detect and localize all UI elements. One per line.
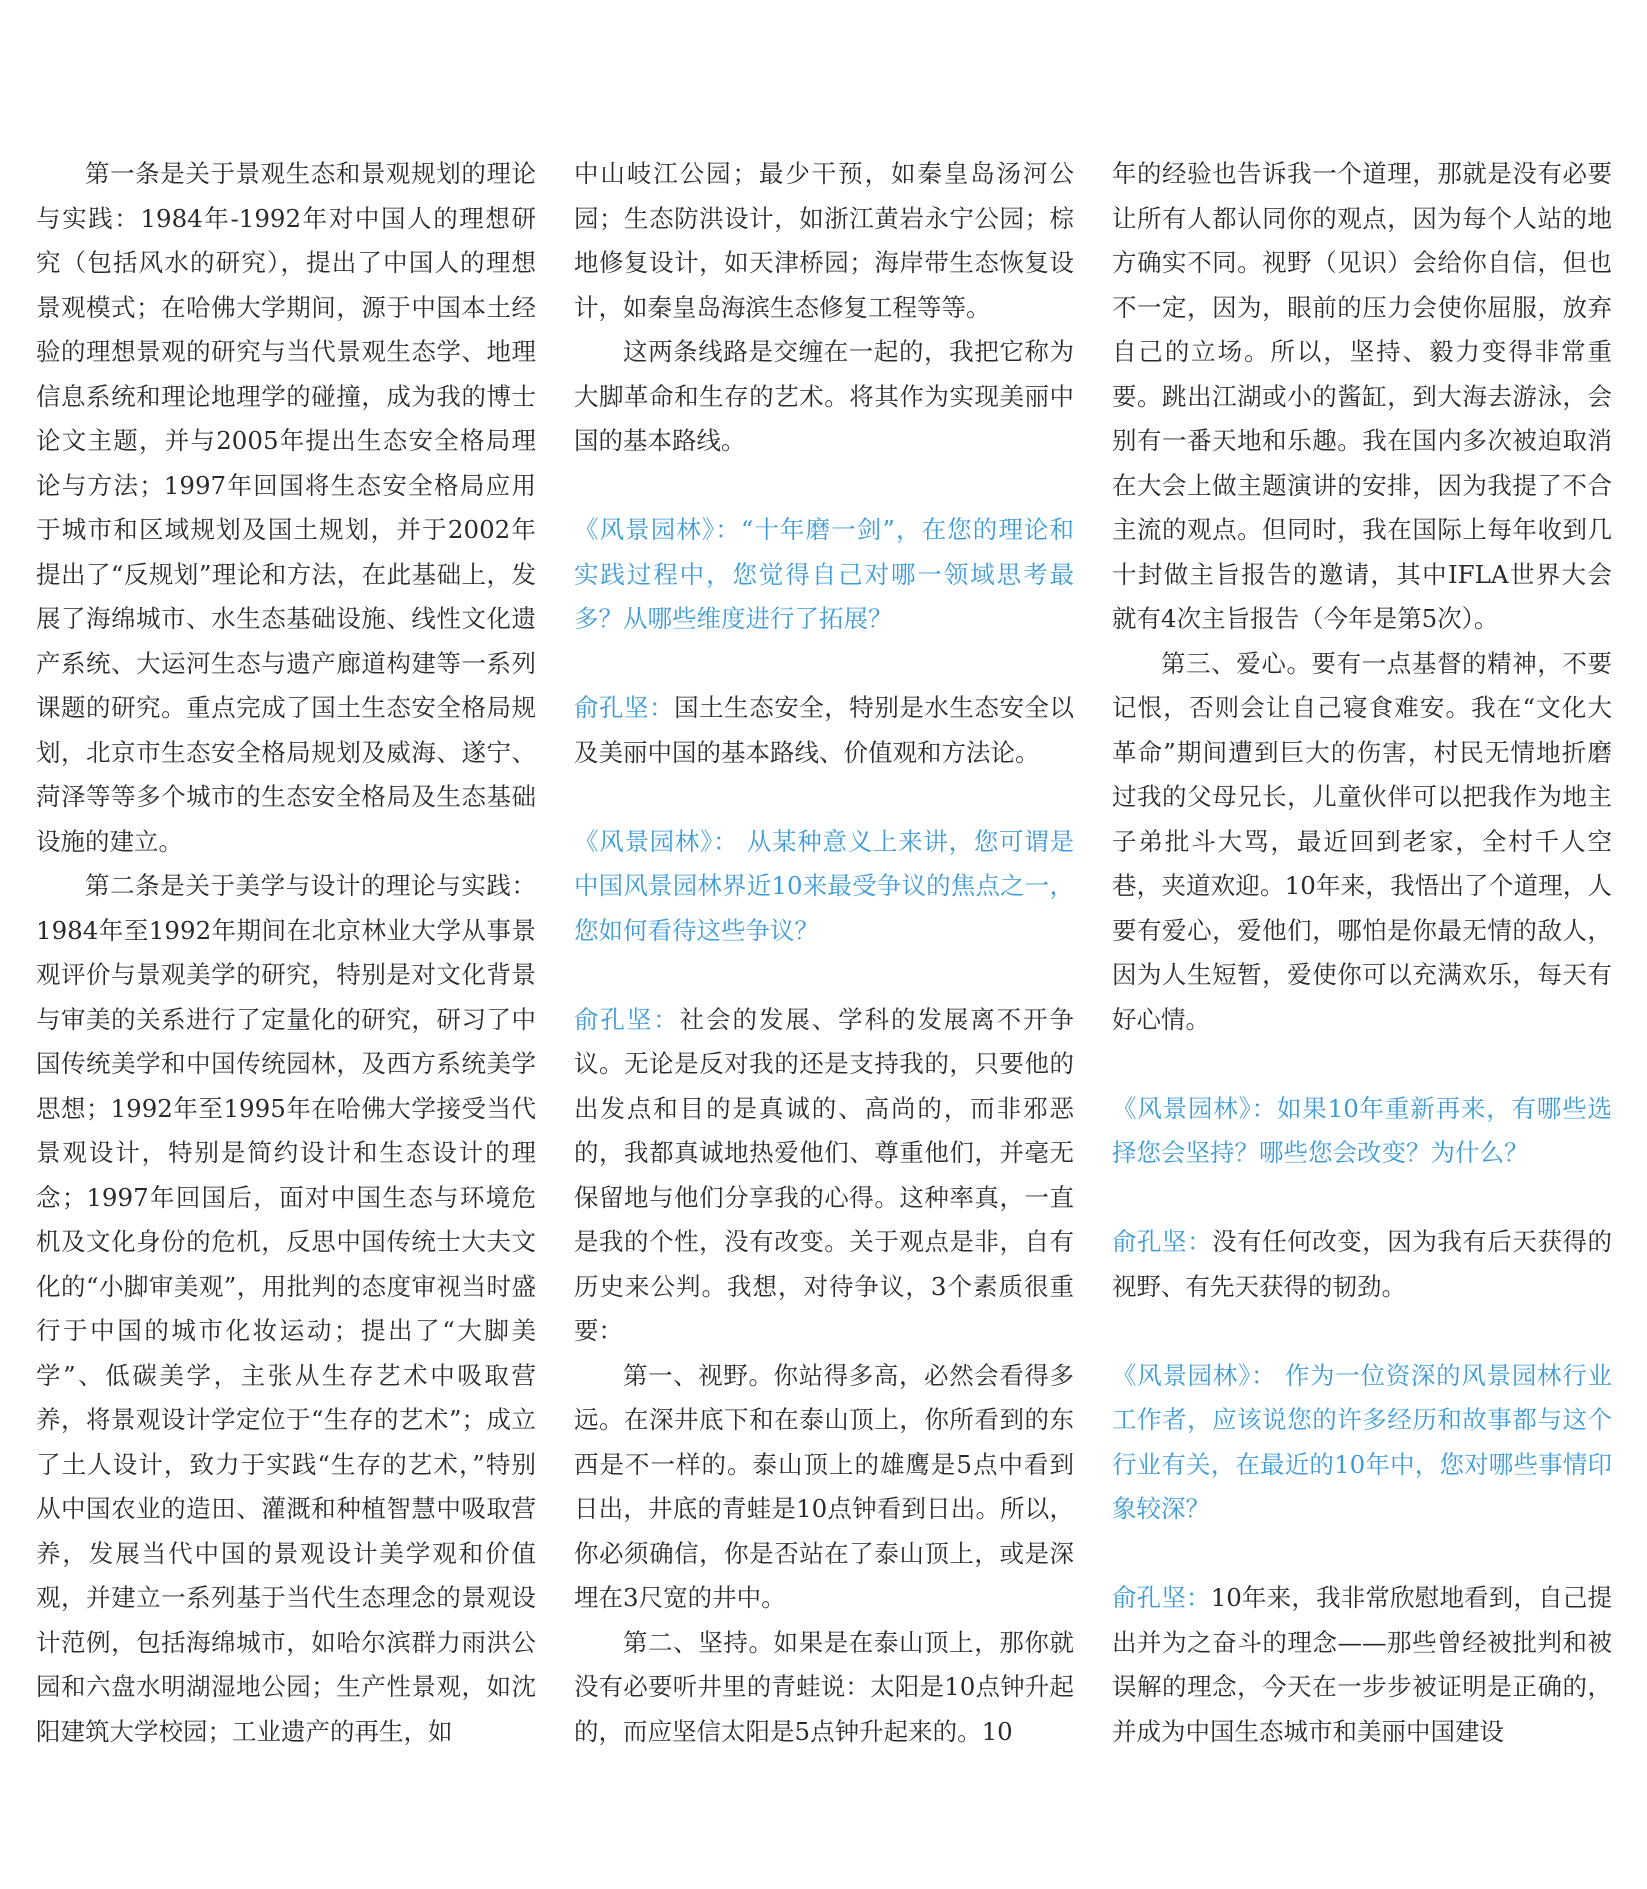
interview-answer-3 bbox=[1112, 1220, 1612, 1309]
paragraph-continued: 中山岐江公园；最少干预，如秦皇岛汤河公园；生态防洪设计，如浙江黄岩永宁公园；棕地修复设计，如天津桥园；海岸带生态恢复设计，如秦皇岛海滨生态修复工程等等。 bbox=[574, 159, 1074, 322]
paragraph-landscape-ecology: 第一条是关于景观生态和景观规划的理论与实践：1984年-1992年对中国人的理想研究（包括风水的研究），提出了中国人的理想景观模式；在哈佛大学期间，源于中国本土经验的理想景观的研究与当代景观生态学、地理信息系统和理论地理学的碰撞，成为我的博士论文主题，并与2005年提出生态安全格局理论与方法；1997年回国将生态安全格局应用于城市和区域规划及国土规划，并于2002年提出了“反规划”理论和方法，在此基础上，发展了海绵城市、水生态基础设施、线性文化遗产系统、大运河生态与遗产廊道构建等一系列课题的研究。重点完成了国土生态安全格局规划，北京市生态安全格局规划及威海、遂宁、菏泽等等多个城市的生态安全格局及生态基础设施的建立。 bbox=[36, 159, 536, 856]
interview-answer-2 bbox=[574, 998, 1074, 1354]
paragraph-continued: 年的经验也告诉我一个道理，那就是没有必要让所有人都认同你的观点，因为每个人站的地方确实不同。视野（见识）会给你自信，但也不一定，因为，眼前的压力会使你屈服，放弃自己的立场。所以，坚持、毅力变得非常重要。跳出江湖或小的酱缸，到大海去游泳，会别有一番天地和乐趣。我在国内多次被迫取消在大会上做主题演讲的安排，因为我提了不合主流的观点。但同时，我在国际上每年收到几十封做主旨报告的邀请，其中IFLA世界大会就有4次主旨报告（今年是第5次）。 bbox=[1112, 159, 1612, 633]
speaker-label: 俞孔坚： bbox=[574, 693, 675, 722]
answer-text: 10年来，我非常欣慰地看到，自己提出并为之奋斗的理念——那些曾经被批判和被误解的理念，今天在一步步被证明是正确的，并成为中国生态城市和美丽中国建设 bbox=[1112, 1583, 1612, 1746]
speaker-label: 俞孔坚： bbox=[1112, 1583, 1211, 1612]
interview-question-2: 《风景园林》： 从某种意义上来讲，您可谓是中国风景园林界近10来最受争议的焦点之一，您如何看待这些争议？ bbox=[574, 826, 1074, 945]
interview-answer-4 bbox=[1112, 1576, 1612, 1754]
paragraph-two-routes: 这两条线路是交缠在一起的，我把它称为大脚革命和生存的艺术。将其作为实现美丽中国的基本路线。 bbox=[574, 337, 1074, 455]
text-column-2 bbox=[574, 152, 1074, 1754]
paragraph-vision: 第一、视野。你站得多高，必然会看得多远。在深井底下和在泰山顶上，你所看到的东西是不一样的。泰山顶上的雄鹰是5点中看到日出，井底的青蛙是10点钟看到日出。所以，你必须确信，你是否站在了泰山顶上，或是深埋在3尺宽的井中。 bbox=[574, 1360, 1074, 1612]
paragraph-persistence: 第二、坚持。如果是在泰山顶上，那你就没有必要听井里的青蛙说：太阳是10点钟升起的，而应坚信太阳是5点钟升起来的。10 bbox=[574, 1627, 1074, 1746]
speaker-label: 俞孔坚： bbox=[1112, 1227, 1213, 1256]
answer-text: 没有任何改变，因为我有后天获得的视野、有先天获得的韧劲。 bbox=[1112, 1227, 1613, 1301]
text-column-3 bbox=[1112, 152, 1612, 1754]
interview-question-1: 《风景园林》：“十年磨一剑”，在您的理论和实践过程中，您觉得自己对哪一领域思考最多？从哪些维度进行了拓展？ bbox=[574, 515, 1074, 633]
text-column-1 bbox=[36, 152, 536, 1754]
interview-question-4: 《风景园林》： 作为一位资深的风景园林行业工作者，应该说您的许多经历和故事都与这个行业有关，在最近的10年中，您对哪些事情印象较深？ bbox=[1112, 1360, 1612, 1523]
paragraph-love: 第三、爱心。要有一点基督的精神，不要记恨，否则会让自己寝食难安。我在“文化大革命”期间遭到巨大的伤害，村民无情地折磨过我的父母兄长，儿童伙伴可以把我作为地主子弟批斗大骂，最近回到老家，全村千人空巷，夹道欢迎。10年来，我悟出了个道理，人要有爱心，爱他们，哪怕是你最无情的敌人，因为人生短暂，爱使你可以充满欢乐，每天有好心情。 bbox=[1112, 648, 1612, 1034]
interview-answer-1 bbox=[574, 686, 1074, 775]
answer-text: 国土生态安全，特别是水生态安全以及美丽中国的基本路线、价值观和方法论。 bbox=[574, 693, 1075, 767]
speaker-label: 俞孔坚： bbox=[574, 1004, 680, 1034]
answer-text: 社会的发展、学科的发展离不开争议。无论是反对我的还是支持我的，只要他的出发点和目的是真诚的、高尚的，而非邪恶的，我都真诚地热爱他们、尊重他们，并毫无保留地与他们分享我的心得。这种率真，一直是我的个性，没有改变。关于观点是非，自有历史来公判。我想，对待争议，3个素质很重要： bbox=[574, 1004, 1075, 1345]
paragraph-aesthetics-design: 第二条是关于美学与设计的理论与实践：1984年至1992年期间在北京林业大学从事景观评价与景观美学的研究，特别是对文化背景与审美的关系进行了定量化的研究，研习了中国传统美学和中国传统园林，及西方系统美学思想；1992年至1995年在哈佛大学接受当代景观设计，特别是简约设计和生态设计的理念；1997年回国后，面对中国生态与环境危机及文化身份的危机，反思中国传统士大夫文化的“小脚审美观”，用批判的态度审视当时盛行于中国的城市化妆运动；提出了“大脚美学”、低碳美学，主张从生存艺术中吸取营养，将景观设计学定位于“生存的艺术”；成立了土人设计，致力于实践“生存的艺术，”特别从中国农业的造田、灌溉和种植智慧中吸取营养，发展当代中国的景观设计美学观和价值观，并建立一系列基于当代生态理念的景观设计范例，包括海绵城市，如哈尔滨群力雨洪公园和六盘水明湖湿地公园；生产性景观，如沈阳建筑大学校园；工业遗产的再生，如 bbox=[36, 871, 536, 1746]
interview-question-3: 《风景园林》：如果10年重新再来，有哪些选择您会坚持？哪些您会改变？为什么？ bbox=[1112, 1093, 1612, 1167]
